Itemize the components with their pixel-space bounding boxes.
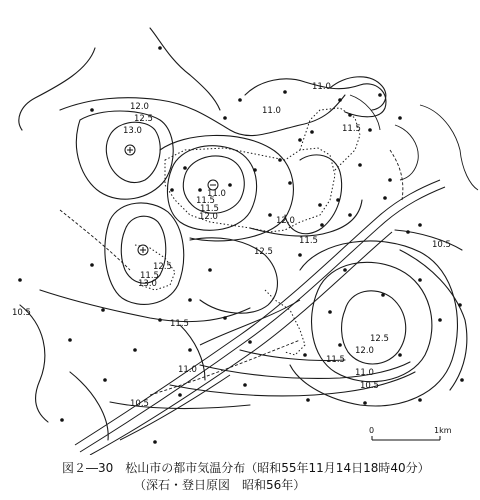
figure-caption [62,460,462,494]
observation-point [268,213,272,217]
isotherm-label: 12.0 [355,346,374,356]
isotherm-label: 13.0 [123,126,142,136]
isotherm-label: 10.5 [12,308,31,318]
observation-point [188,348,192,352]
isotherm-label: 12.0 [130,102,149,112]
observation-point [406,230,410,234]
observation-point [418,223,422,227]
isotherm-label: 11.0 [312,82,331,92]
observation-point [348,113,352,117]
observation-point [188,298,192,302]
observation-point [460,378,464,382]
observation-point [248,340,252,344]
observation-point [18,278,22,282]
observation-points [18,46,464,444]
observation-point [303,353,307,357]
observation-point [103,378,107,382]
observation-point [363,401,367,405]
observation-point [338,343,342,347]
observation-point [398,116,402,120]
observation-point [438,318,442,322]
observation-point [378,93,382,97]
observation-point [336,198,340,202]
observation-point [343,268,347,272]
observation-point [223,316,227,320]
isotherm-label: 11.0 [355,368,374,378]
observation-point [383,196,387,200]
isotherm-label: 11.5 [170,319,189,329]
isotherm-label: 11.5 [342,124,361,134]
isotherm-label: 12.5 [254,247,273,257]
observation-point [253,168,257,172]
observation-point [358,163,362,167]
observation-point [183,166,187,170]
isotherm-label: 11.5 [299,236,318,246]
observation-point [381,293,385,297]
observation-point [288,181,292,185]
isotherm-label: 11.0 [178,365,197,375]
isotherm-label: 11.5 [200,204,219,214]
scale-start-label: 0 [369,426,375,435]
isotherm-label: 10.5 [130,399,149,409]
isotherm-label: 11.5 [196,196,215,206]
observation-point [228,183,232,187]
isotherm-label: 12.0 [199,212,218,222]
observation-point [298,253,302,257]
river-lines [60,150,403,395]
isotherm-label: 10.5 [360,381,379,391]
observation-point [306,398,310,402]
observation-point [348,213,352,217]
isotherm-label: 11.5 [326,355,345,365]
observation-point [418,278,422,282]
caption-title: 図２―30 松山市の都市気温分布（昭和55年11月14日18時40分） [62,461,430,475]
scale-end-label: 1km [434,426,452,435]
isotherm-label: 12.5 [153,262,172,272]
observation-point [368,128,372,132]
warm-spot-marker [125,145,135,155]
isotherm-label: 11.0 [262,106,281,116]
observation-point [133,348,137,352]
observation-point [153,440,157,444]
observation-point [238,98,242,102]
observation-point [60,418,64,422]
observation-point [283,90,287,94]
observation-point [158,318,162,322]
isotherm-label: 11.5 [140,271,159,281]
isotherm-label: 10.5 [432,240,451,250]
observation-point [398,353,402,357]
observation-point [223,116,227,120]
warm-spot-marker-2 [138,245,148,255]
observation-point [278,158,282,162]
observation-point [243,383,247,387]
isotherm-lines [19,28,467,440]
isotherm-label: 13.0 [138,279,157,289]
observation-point [418,398,422,402]
observation-point [388,178,392,182]
observation-point [68,338,72,342]
observation-point [458,303,462,307]
observation-point [318,203,322,207]
observation-point [198,188,202,192]
observation-point [310,130,314,134]
observation-point [90,108,94,112]
observation-point [158,46,162,50]
terrain-lines [350,95,478,190]
observation-point [320,223,324,227]
isotherm-label: 11.0 [207,189,226,199]
observation-point [170,188,174,192]
observation-point [328,310,332,314]
observation-point [298,138,302,142]
isotherm-label: 12.0 [276,216,295,226]
isotherm-label: 12.5 [134,114,153,124]
observation-point [101,308,105,312]
observation-point [208,268,212,272]
scale-bar [369,426,452,440]
observation-point [90,263,94,267]
observation-point [338,98,342,102]
observation-point [178,393,182,397]
caption-source: （深石・登日原図 昭和56年） [134,478,306,492]
isotherm-label: 12.5 [370,334,389,344]
